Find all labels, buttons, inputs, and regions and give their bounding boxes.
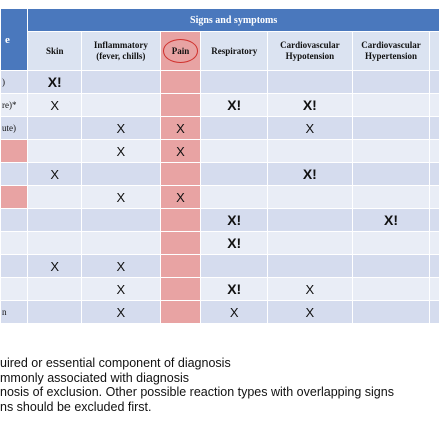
table-cell: X xyxy=(268,117,352,140)
table-cell xyxy=(28,278,82,301)
table-row xyxy=(1,301,440,324)
table-cell: X! xyxy=(268,163,352,186)
table-cell xyxy=(201,255,268,278)
table-cell: X xyxy=(160,186,201,209)
table-cell xyxy=(352,71,430,94)
table-cell: X xyxy=(28,163,82,186)
row-label: n xyxy=(1,301,28,324)
table-first-header: e xyxy=(1,9,28,71)
row-label xyxy=(1,255,28,278)
table-cell xyxy=(160,163,201,186)
table-cell xyxy=(160,278,201,301)
table-cell-cut xyxy=(430,209,440,232)
table-cell xyxy=(352,140,430,163)
table-cell xyxy=(160,71,201,94)
table-cell-cut xyxy=(430,186,440,209)
row-label: re)* xyxy=(1,94,28,117)
row-label xyxy=(1,278,28,301)
table-cell xyxy=(268,232,352,255)
table-cell xyxy=(352,186,430,209)
table-cell xyxy=(268,255,352,278)
signs-symptoms-table xyxy=(0,8,440,324)
table-cell: X! xyxy=(201,209,268,232)
table-cell xyxy=(352,232,430,255)
table-cell xyxy=(160,232,201,255)
table-cell-cut xyxy=(430,163,440,186)
table-cell: X xyxy=(268,301,352,324)
column-headers xyxy=(1,32,440,71)
row-label xyxy=(1,186,28,209)
table-cell: X xyxy=(160,117,201,140)
row-label xyxy=(1,140,28,163)
table-cell-cut xyxy=(430,140,440,163)
column-header: Cardiovascular Hypotension xyxy=(268,32,352,71)
table-cell: X! xyxy=(28,71,82,94)
table-cell xyxy=(82,163,161,186)
table-cell: X! xyxy=(201,232,268,255)
table-cell xyxy=(352,117,430,140)
table-cell: X xyxy=(28,94,82,117)
table-cell-cut xyxy=(430,255,440,278)
table-cell xyxy=(268,209,352,232)
row-label xyxy=(1,209,28,232)
table-cell xyxy=(160,301,201,324)
table-cell xyxy=(352,94,430,117)
table-row xyxy=(1,186,440,209)
pain-header-circled: Pain xyxy=(163,39,199,63)
column-header xyxy=(160,32,201,71)
column-header: Cardiovascular Hypertension xyxy=(352,32,430,71)
table-cell: X xyxy=(160,140,201,163)
table-cell xyxy=(352,278,430,301)
table-cell-cut xyxy=(430,71,440,94)
column-header: Skin xyxy=(28,32,82,71)
table-row xyxy=(1,140,440,163)
footnote-line: ns should be excluded first. xyxy=(0,399,152,414)
table-row xyxy=(1,209,440,232)
table-cell xyxy=(201,71,268,94)
table-row xyxy=(1,117,440,140)
table-cell xyxy=(28,186,82,209)
table-cell xyxy=(352,255,430,278)
table-cell-cut xyxy=(430,232,440,255)
table-row xyxy=(1,255,440,278)
table-row xyxy=(1,94,440,117)
footnotes xyxy=(0,356,394,414)
table-cell xyxy=(201,163,268,186)
row-label: ) xyxy=(1,71,28,94)
table-cell xyxy=(160,94,201,117)
table-cell: X xyxy=(82,301,161,324)
table-cell xyxy=(82,71,161,94)
table-cell-cut xyxy=(430,301,440,324)
column-header-cut xyxy=(430,32,440,71)
table-cell xyxy=(201,117,268,140)
row-label: ute) xyxy=(1,117,28,140)
table-cell: X xyxy=(82,255,161,278)
table-row xyxy=(1,278,440,301)
table-cell-cut xyxy=(430,117,440,140)
table-cell: X! xyxy=(201,278,268,301)
table-cell xyxy=(28,301,82,324)
table-row xyxy=(1,163,440,186)
row-label xyxy=(1,232,28,255)
table-body xyxy=(1,71,440,324)
table-cell xyxy=(82,94,161,117)
table-cell xyxy=(160,209,201,232)
table-cell xyxy=(201,140,268,163)
table-cell: X xyxy=(82,186,161,209)
column-header: Respiratory xyxy=(201,32,268,71)
footnote-line: nosis of exclusion. Other possible reaction types with overlapping signs xyxy=(0,385,394,399)
table-cell xyxy=(160,255,201,278)
table-cell: X! xyxy=(201,94,268,117)
table-cell xyxy=(352,163,430,186)
table-cell xyxy=(28,117,82,140)
footnote-line: mmonly associated with diagnosis xyxy=(0,370,189,385)
table-cell: X xyxy=(82,117,161,140)
table-cell xyxy=(28,209,82,232)
row-label xyxy=(1,163,28,186)
table-cell xyxy=(28,140,82,163)
signs-symptoms-header: Signs and symptoms xyxy=(28,9,440,32)
table-cell xyxy=(268,71,352,94)
table-cell xyxy=(268,140,352,163)
table-cell xyxy=(268,186,352,209)
table-cell: X! xyxy=(268,94,352,117)
table-cell xyxy=(201,186,268,209)
table-cell xyxy=(82,209,161,232)
table-cell: X xyxy=(82,140,161,163)
table-row xyxy=(1,232,440,255)
table-cell xyxy=(82,232,161,255)
table-cell: X xyxy=(82,278,161,301)
table-cell: X! xyxy=(352,209,430,232)
table-cell: X xyxy=(268,278,352,301)
table-cell-cut xyxy=(430,278,440,301)
table-cell: X xyxy=(201,301,268,324)
table-cell xyxy=(28,232,82,255)
column-header: Inflammatory (fever, chills) xyxy=(82,32,161,71)
table-row xyxy=(1,71,440,94)
table-cell: X xyxy=(28,255,82,278)
footnote-line: uired or essential component of diagnosis xyxy=(0,356,231,370)
table-cell xyxy=(352,301,430,324)
table-cell-cut xyxy=(430,94,440,117)
